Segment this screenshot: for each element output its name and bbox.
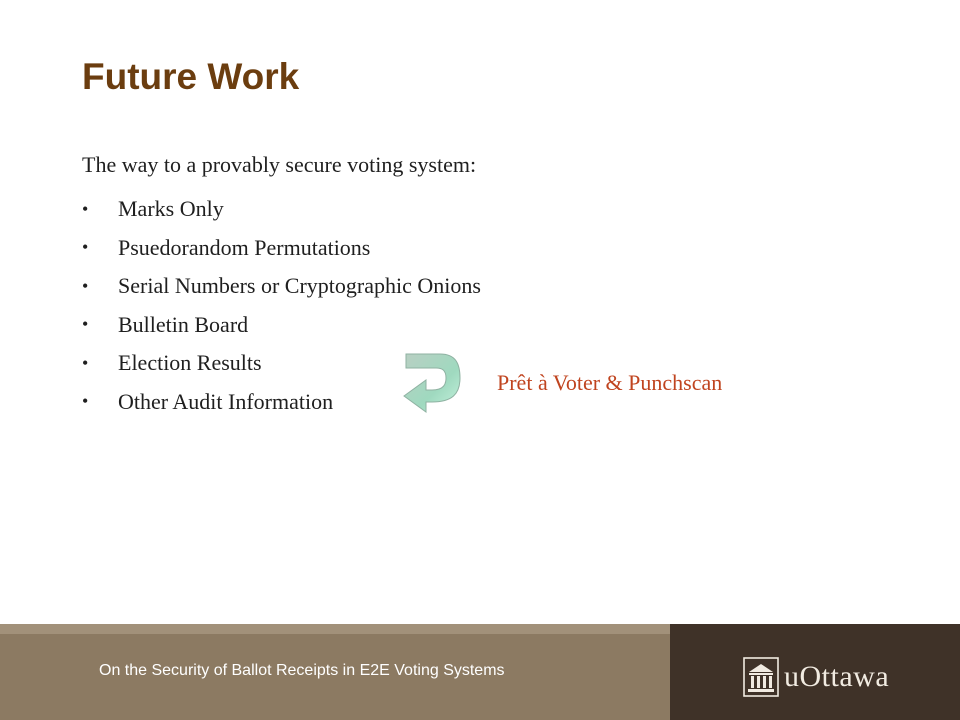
bullet-label: Other Audit Information <box>118 388 334 414</box>
bullet-label: Serial Numbers or Cryptographic Onions <box>118 273 481 299</box>
bullet-item <box>82 190 481 229</box>
bullet-label: Psuedorandom Permutations <box>118 234 371 260</box>
bullet-icon: • <box>82 198 89 219</box>
bullet-item <box>82 267 481 306</box>
university-logo <box>742 656 889 698</box>
bullet-icon: • <box>82 352 89 373</box>
bullet-label: Marks Only <box>118 196 224 222</box>
intro-text: The way to a provably secure voting system: <box>82 152 477 177</box>
bullet-item <box>82 306 481 345</box>
curved-arrow-icon <box>400 350 464 416</box>
university-building-icon <box>742 656 780 698</box>
footer-top-stripe <box>0 624 670 634</box>
slide-title: Future Work <box>82 56 300 97</box>
bullet-icon: • <box>82 314 89 335</box>
bullet-icon: • <box>82 237 89 258</box>
bullet-item <box>82 229 481 268</box>
bullet-label: Bulletin Board <box>118 311 249 337</box>
annotation-text: Prêt à Voter & Punchscan <box>497 370 723 395</box>
footer-caption: On the Security of Ballot Receipts in E2E Voting Systems <box>99 662 505 679</box>
logo-text: uOttawa <box>784 660 890 693</box>
bullet-icon: • <box>82 275 89 296</box>
bullet-label: Election Results <box>118 350 262 376</box>
bullet-icon: • <box>82 391 89 412</box>
